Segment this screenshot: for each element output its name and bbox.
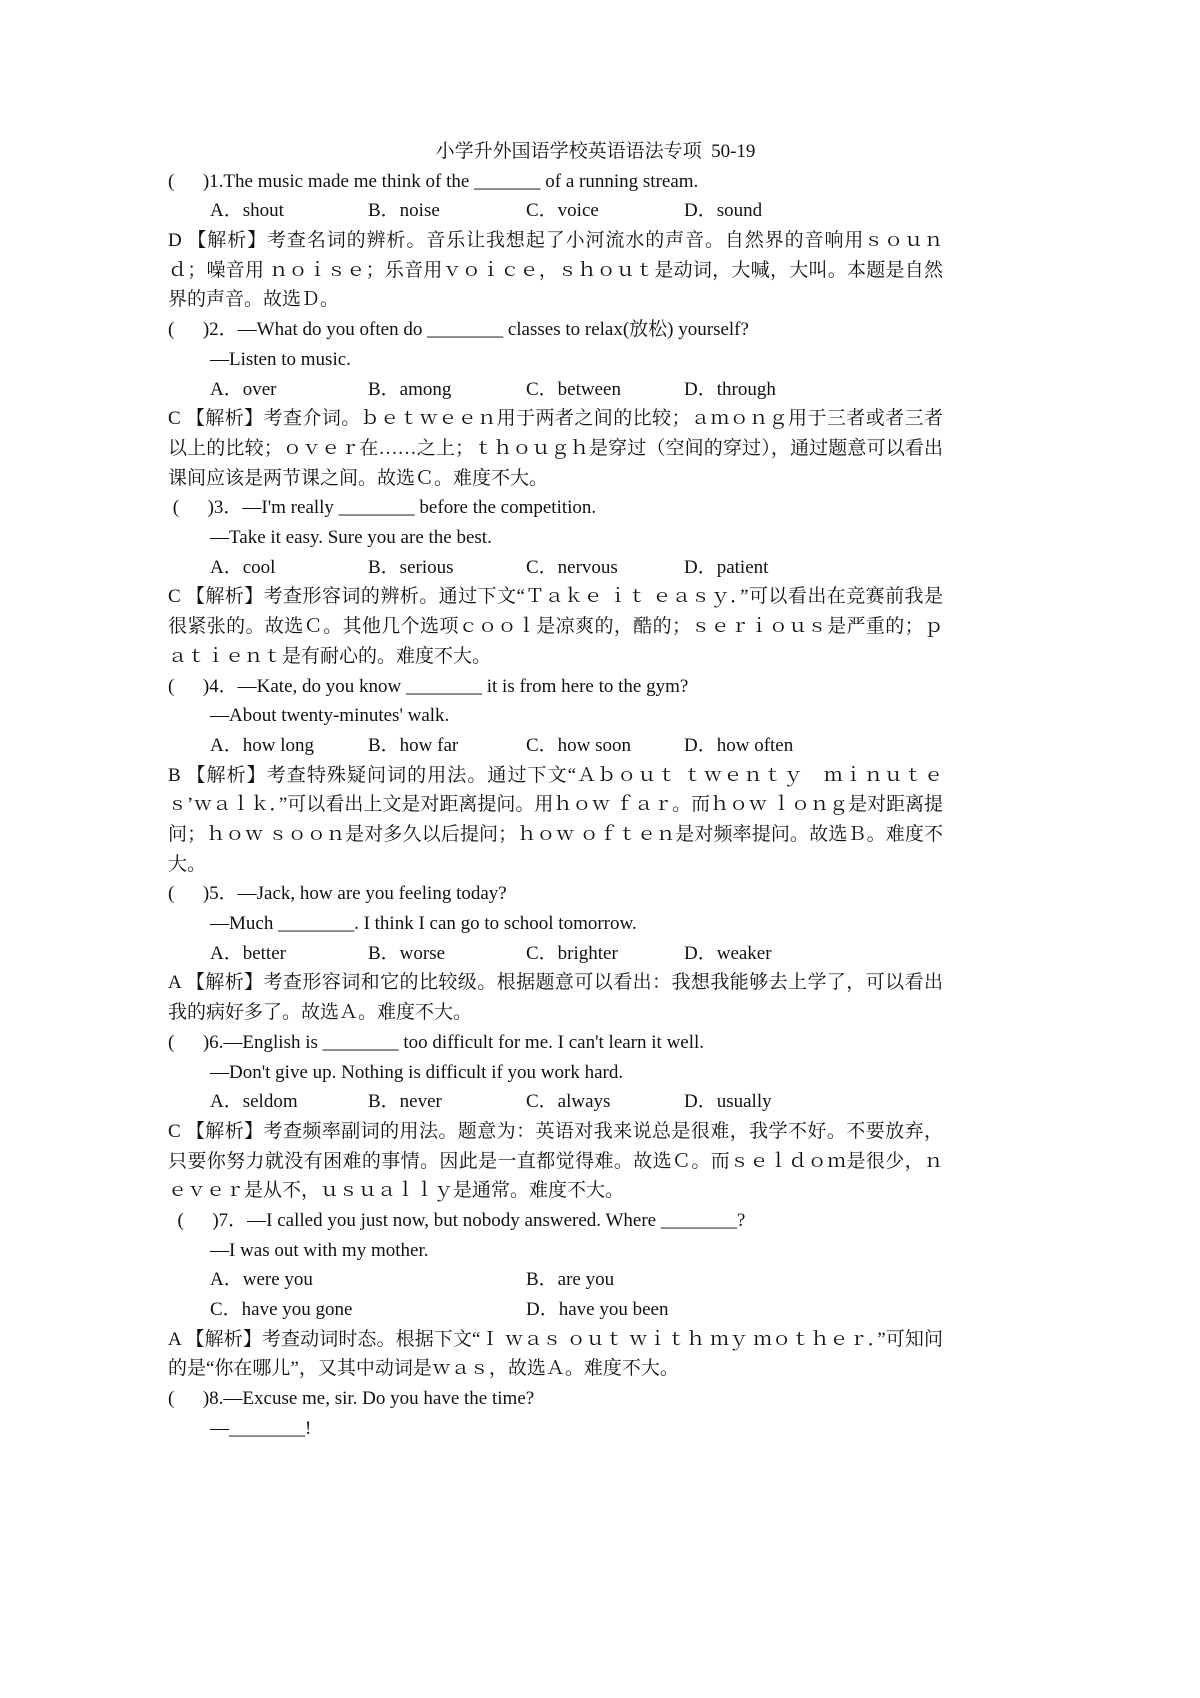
answer-analysis: C 【解析】考查介词。ｂｅｔｗｅｅｎ用于两者之间的比较；ａｍｏｎｇ用于三者或者三者以上的比较；ｏｖｅｒ在……之上；ｔｈｏｕｇｈ是穿过（空间的穿过），通过题意可以看出课间应该是两节课之间。故选Ｃ。难度不大。: [168, 408, 943, 489]
answer-analysis: D 【解析】考查名词的辨析。音乐让我想起了小河流水的声音。自然界的音响用ｓｏｕｎｄ；噪音用 ｎｏｉｓｅ；乐音用ｖｏｉｃｅ，ｓｈｏｕｔ是动词，大喊，大叫。本题是自然界的声音。故选Ｄ。: [168, 230, 943, 311]
question-dialogue-line: —Don't give up. Nothing is difficult if you work hard.: [210, 1061, 624, 1083]
question-stem: ( )3．—I'm really ________ before the competition.: [168, 497, 597, 519]
question-8: [168, 1384, 943, 1443]
answer-options: [168, 1087, 943, 1117]
question-dialogue-line: —Listen to music.: [210, 348, 351, 370]
question-stem: ( )2．—What do you often do ________ classes to relax(放松) yourself?: [168, 319, 749, 341]
answer-option: A．were you: [210, 1269, 313, 1291]
answer-option: B．noise: [368, 200, 440, 222]
question-4: [168, 672, 943, 880]
answer-analysis: A 【解析】考查形容词和它的比较级。根据题意可以看出：我想我能够去上学了，可以看出我的病好多了。故选Ａ。难度不大。: [168, 972, 943, 1024]
answer-option: A．better: [210, 942, 286, 964]
answer-options: [168, 375, 943, 405]
question-5: [168, 879, 943, 1027]
answer-option: D．weaker: [684, 942, 772, 964]
answer-options: [168, 731, 943, 761]
question-dialogue-line: —I was out with my mother.: [210, 1239, 429, 1261]
answer-analysis: B 【解析】考查特殊疑问词的用法。通过下文“Ａｂｏｕｔ ｔｗｅｎｔｙ ｍｉｎｕｔｅｓ’ｗａｌｋ．”可以看出上文是对距离提问。用ｈｏｗ ｆａｒ。而ｈｏｗ ｌｏｎｇ是对距离提问；ｈｏｗ ｓｏｏｎ是对多久以后提问；ｈｏｗ ｏｆｔｅｎ是对频率提问。故选Ｂ。难度不大。: [168, 764, 943, 875]
answer-analysis: C 【解析】考查频率副词的用法。题意为：英语对我来说总是很难，我学不好。不要放弃，只要你努力就没有困难的事情。因此是一直都觉得难。故选Ｃ。而ｓｅｌｄｏｍ是很少，ｎｅｖｅｒ是从不，ｕｓｕａｌｌｙ是通常。难度不大。: [168, 1120, 943, 1202]
answer-option: B．worse: [368, 942, 446, 964]
question-3: [168, 493, 943, 671]
answer-options: [168, 1265, 943, 1324]
question-stem: ( )5．—Jack, how are you feeling today?: [168, 883, 507, 905]
answer-options: [168, 939, 943, 969]
answer-option: C．have you gone: [210, 1299, 353, 1321]
question-7: [168, 1206, 943, 1384]
page-title: 小学升外国语学校英语语法专项 50-19: [435, 141, 756, 162]
document-page: [168, 137, 943, 1444]
answer-option: D．how often: [684, 734, 794, 756]
answer-option: C．how soon: [526, 734, 632, 756]
answer-option: C．nervous: [526, 556, 618, 578]
answer-option: A．how long: [210, 734, 314, 756]
answer-option: A．over: [210, 378, 277, 400]
answer-option: C．always: [526, 1091, 611, 1113]
answer-option: D．patient: [684, 556, 769, 578]
answer-options: [168, 196, 943, 226]
question-stem: ( )4．—Kate, do you know ________ it is from here to the gym?: [168, 675, 689, 697]
answer-option: D．through: [684, 378, 776, 400]
answer-option: A．cool: [210, 556, 276, 578]
question-dialogue-line: —About twenty-minutes' walk.: [210, 705, 450, 727]
answer-option: A．seldom: [210, 1091, 298, 1113]
question-1: [168, 167, 943, 315]
answer-option: B．never: [368, 1091, 442, 1113]
answer-option: C．voice: [526, 200, 599, 222]
answer-option: D．sound: [684, 200, 763, 222]
question-stem: ( )7．—I called you just now, but nobody answered. Where ________?: [168, 1210, 746, 1232]
question-stem: ( )6.—English is ________ too difficult for me. I can't learn it well.: [168, 1031, 705, 1053]
answer-option: B．are you: [526, 1269, 615, 1291]
question-6: [168, 1028, 943, 1206]
answer-option: D．usually: [684, 1091, 772, 1113]
answer-option: B．among: [368, 378, 452, 400]
question-stem: ( )1.The music made me think of the _______ of a running stream.: [168, 170, 699, 192]
answer-option: B．how far: [368, 734, 459, 756]
question-dialogue-line: —Take it easy. Sure you are the best.: [210, 527, 492, 549]
answer-option: A．shout: [210, 200, 284, 222]
question-dialogue-line: —Much ________. I think I can go to school tomorrow.: [210, 913, 637, 935]
question-stem: ( )8.—Excuse me, sir. Do you have the time?: [168, 1388, 535, 1410]
answer-option: C．between: [526, 378, 621, 400]
answer-analysis: C 【解析】考查形容词的辨析。通过下文“Ｔａｋｅ ｉｔ ｅａｓｙ．”可以看出在竞赛前我是很紧张的。故选Ｃ。其他几个选项ｃｏｏｌ是凉爽的，酷的；ｓｅｒｉｏｕｓ是严重的；ｐａｔｉｅｎｔ是有耐心的。难度不大。: [168, 586, 943, 667]
answer-option: D．have you been: [526, 1299, 669, 1321]
answer-options: [168, 553, 943, 583]
question-dialogue-line: —________!: [210, 1417, 312, 1439]
answer-option: C．brighter: [526, 942, 618, 964]
answer-option: B．serious: [368, 556, 454, 578]
question-2: [168, 315, 943, 493]
answer-analysis: A 【解析】考查动词时态。根据下文“Ｉ ｗａｓ ｏｕｔ ｗｉｔｈ ｍｙ ｍｏｔｈｅｒ．”可知问的是“你在哪儿”，又其中动词是ｗａｓ，故选Ａ。难度不大。: [168, 1328, 943, 1380]
